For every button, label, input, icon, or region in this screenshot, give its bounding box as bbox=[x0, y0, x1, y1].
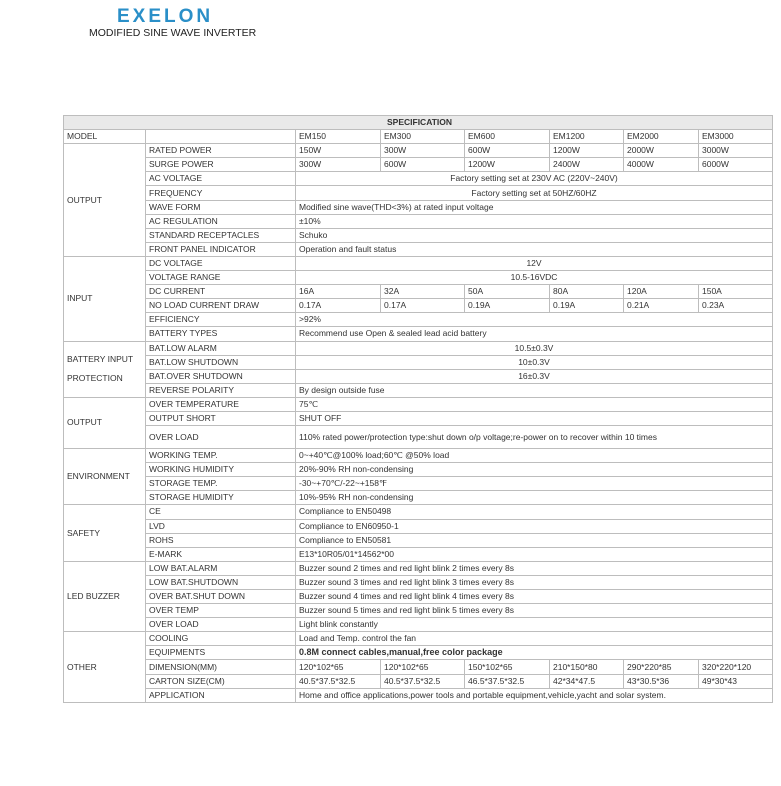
row-label: DC VOLTAGE bbox=[146, 256, 296, 270]
value-cell: Light blink constantly bbox=[296, 618, 773, 632]
value-cell: Recommend use Open & sealed lead acid battery bbox=[296, 327, 773, 341]
value-cell: 40.5*37.5*32.5 bbox=[296, 674, 381, 688]
model-label: MODEL bbox=[64, 130, 146, 144]
value-cell: Factory setting set at 50HZ/60HZ bbox=[296, 186, 773, 200]
table-row bbox=[64, 449, 773, 463]
row-label: SURGE POWER bbox=[146, 158, 296, 172]
table-row bbox=[64, 271, 773, 285]
row-label: STORAGE HUMIDITY bbox=[146, 491, 296, 505]
value-cell: 1200W bbox=[550, 144, 624, 158]
row-label: VOLTAGE RANGE bbox=[146, 271, 296, 285]
value-cell: 10±0.3V bbox=[296, 355, 773, 369]
value-cell: 0.17A bbox=[381, 299, 465, 313]
table-row bbox=[64, 575, 773, 589]
value-cell: 1200W bbox=[465, 158, 550, 172]
value-cell: 320*220*120 bbox=[699, 660, 773, 674]
value-cell: 20%-90% RH non-condensing bbox=[296, 463, 773, 477]
value-cell: 0.19A bbox=[465, 299, 550, 313]
row-label: OVER BAT.SHUT DOWN bbox=[146, 590, 296, 604]
table-row bbox=[64, 477, 773, 491]
table-row bbox=[64, 158, 773, 172]
table-row bbox=[64, 186, 773, 200]
value-cell: 120*102*65 bbox=[381, 660, 465, 674]
table-row bbox=[64, 214, 773, 228]
value-cell: 12V bbox=[296, 256, 773, 270]
table-row bbox=[64, 674, 773, 688]
table-row bbox=[64, 369, 773, 383]
value-cell: 10.5±0.3V bbox=[296, 341, 773, 355]
group-label-battery-protection bbox=[64, 341, 146, 397]
model-cell: EM150 bbox=[296, 130, 381, 144]
row-label: WAVE FORM bbox=[146, 200, 296, 214]
value-cell: Home and office applications,power tools and portable equipment,vehicle,yacht and solar system. bbox=[296, 688, 773, 702]
table-row bbox=[64, 144, 773, 158]
value-cell: 4000W bbox=[624, 158, 699, 172]
value-cell: 0.23A bbox=[699, 299, 773, 313]
group-label-environment: ENVIRONMENT bbox=[64, 449, 146, 505]
group-label-led-buzzer: LED BUZZER bbox=[64, 561, 146, 631]
row-label: BATTERY TYPES bbox=[146, 327, 296, 341]
value-cell: 0.17A bbox=[296, 299, 381, 313]
table-row bbox=[64, 355, 773, 369]
value-cell: 10%-95% RH non-condensing bbox=[296, 491, 773, 505]
row-label: LVD bbox=[146, 519, 296, 533]
brand-logo: EXELON bbox=[117, 6, 214, 27]
row-label: BAT.LOW ALARM bbox=[146, 341, 296, 355]
row-label: WORKING TEMP. bbox=[146, 449, 296, 463]
table-row bbox=[64, 383, 773, 397]
value-cell: 0.21A bbox=[624, 299, 699, 313]
value-cell: 210*150*80 bbox=[550, 660, 624, 674]
row-label: CARTON SIZE(CM) bbox=[146, 674, 296, 688]
table-row bbox=[64, 130, 773, 144]
row-label: E-MARK bbox=[146, 547, 296, 561]
specification-table bbox=[63, 115, 773, 703]
value-cell: 0.8M connect cables,manual,free color package bbox=[296, 646, 773, 660]
row-label: DIMENSION(MM) bbox=[146, 660, 296, 674]
table-row bbox=[64, 547, 773, 561]
row-label: COOLING bbox=[146, 632, 296, 646]
group-label-input: INPUT bbox=[64, 256, 146, 341]
value-cell: 16±0.3V bbox=[296, 369, 773, 383]
model-cell: EM2000 bbox=[624, 130, 699, 144]
value-cell: 150W bbox=[296, 144, 381, 158]
product-subtitle: MODIFIED SINE WAVE INVERTER bbox=[89, 27, 257, 39]
table-title: SPECIFICATION bbox=[64, 116, 773, 130]
table-row bbox=[64, 646, 773, 660]
group-label-output-protection: OUTPUT bbox=[64, 397, 146, 448]
row-label: NO LOAD CURRENT DRAW bbox=[146, 299, 296, 313]
row-label: EQUIPMENTS bbox=[146, 646, 296, 660]
table-row bbox=[64, 491, 773, 505]
row-label: CE bbox=[146, 505, 296, 519]
table-row bbox=[64, 411, 773, 425]
value-cell: ±10% bbox=[296, 214, 773, 228]
row-label: OVER LOAD bbox=[146, 618, 296, 632]
row-label: FRONT PANEL INDICATOR bbox=[146, 242, 296, 256]
value-cell: 16A bbox=[296, 285, 381, 299]
row-label: STANDARD RECEPTACLES bbox=[146, 228, 296, 242]
table-row bbox=[64, 604, 773, 618]
group-label-other: OTHER bbox=[64, 632, 146, 702]
value-cell: 290*220*85 bbox=[624, 660, 699, 674]
value-cell: 300W bbox=[381, 144, 465, 158]
value-cell: 80A bbox=[550, 285, 624, 299]
group-label-safety: SAFETY bbox=[64, 505, 146, 561]
value-cell: 6000W bbox=[699, 158, 773, 172]
group-label-line: BATTERY INPUT bbox=[67, 354, 134, 365]
row-label: OVER TEMP bbox=[146, 604, 296, 618]
row-label: EFFICIENCY bbox=[146, 313, 296, 327]
value-cell: Schuko bbox=[296, 228, 773, 242]
empty-cell bbox=[146, 130, 296, 144]
value-cell: Compliance to EN50581 bbox=[296, 533, 773, 547]
row-label: OUTPUT SHORT bbox=[146, 411, 296, 425]
table-row bbox=[64, 618, 773, 632]
group-label-output: OUTPUT bbox=[64, 144, 146, 257]
value-cell: 32A bbox=[381, 285, 465, 299]
table-row bbox=[64, 632, 773, 646]
row-label: REVERSE POLARITY bbox=[146, 383, 296, 397]
value-cell: Factory setting set at 230V AC (220V~240V) bbox=[296, 172, 773, 186]
row-label: RATED POWER bbox=[146, 144, 296, 158]
value-cell: 150A bbox=[699, 285, 773, 299]
model-cell: EM1200 bbox=[550, 130, 624, 144]
value-cell: 42*34*47.5 bbox=[550, 674, 624, 688]
value-cell: 110% rated power/protection type:shut down o/p voltage;re-power on to recover within 10 times bbox=[296, 426, 773, 449]
value-cell: 600W bbox=[465, 144, 550, 158]
table-row bbox=[64, 313, 773, 327]
table-row bbox=[64, 242, 773, 256]
value-cell: 300W bbox=[296, 158, 381, 172]
value-cell: Operation and fault status bbox=[296, 242, 773, 256]
row-label: LOW BAT.SHUTDOWN bbox=[146, 575, 296, 589]
table-row bbox=[64, 463, 773, 477]
value-cell: SHUT OFF bbox=[296, 411, 773, 425]
table-title-row bbox=[64, 116, 773, 130]
table-row bbox=[64, 299, 773, 313]
row-label: APPLICATION bbox=[146, 688, 296, 702]
row-label: OVER LOAD bbox=[146, 426, 296, 449]
table-row bbox=[64, 327, 773, 341]
table-row bbox=[64, 533, 773, 547]
value-cell: 10.5-16VDC bbox=[296, 271, 773, 285]
table-row bbox=[64, 426, 773, 449]
model-cell: EM300 bbox=[381, 130, 465, 144]
row-label: AC VOLTAGE bbox=[146, 172, 296, 186]
value-cell: 43*30.5*36 bbox=[624, 674, 699, 688]
row-label: LOW BAT.ALARM bbox=[146, 561, 296, 575]
table-row bbox=[64, 172, 773, 186]
value-cell: Buzzer sound 4 times and red light blink 4 times every 8s bbox=[296, 590, 773, 604]
row-label: BAT.OVER SHUTDOWN bbox=[146, 369, 296, 383]
table-row bbox=[64, 256, 773, 270]
value-cell: E13*10R05/01*14562*00 bbox=[296, 547, 773, 561]
row-label: DC CURRENT bbox=[146, 285, 296, 299]
group-label-line: PROTECTION bbox=[67, 373, 123, 384]
value-cell: 3000W bbox=[699, 144, 773, 158]
table-row bbox=[64, 285, 773, 299]
value-cell: 40.5*37.5*32.5 bbox=[381, 674, 465, 688]
table-row bbox=[64, 228, 773, 242]
value-cell: -30~+70℃/-22~+158℉ bbox=[296, 477, 773, 491]
value-cell: 150*102*65 bbox=[465, 660, 550, 674]
table-row bbox=[64, 505, 773, 519]
value-cell: 2400W bbox=[550, 158, 624, 172]
value-cell: 120A bbox=[624, 285, 699, 299]
table-row bbox=[64, 397, 773, 411]
model-cell: EM600 bbox=[465, 130, 550, 144]
value-cell: 2000W bbox=[624, 144, 699, 158]
value-cell: By design outside fuse bbox=[296, 383, 773, 397]
value-cell: 600W bbox=[381, 158, 465, 172]
table-row bbox=[64, 341, 773, 355]
table-row bbox=[64, 561, 773, 575]
value-cell: Compliance to EN60950-1 bbox=[296, 519, 773, 533]
row-label: STORAGE TEMP. bbox=[146, 477, 296, 491]
value-cell: 46.5*37.5*32.5 bbox=[465, 674, 550, 688]
row-label: FREQUENCY bbox=[146, 186, 296, 200]
model-cell: EM3000 bbox=[699, 130, 773, 144]
table-row bbox=[64, 660, 773, 674]
value-cell: Buzzer sound 2 times and red light blink 2 times every 8s bbox=[296, 561, 773, 575]
value-cell: Compliance to EN50498 bbox=[296, 505, 773, 519]
value-cell: Buzzer sound 5 times and red light blink 5 times every 8s bbox=[296, 604, 773, 618]
table-row bbox=[64, 688, 773, 702]
table-row bbox=[64, 590, 773, 604]
table-row bbox=[64, 519, 773, 533]
value-cell: 120*102*65 bbox=[296, 660, 381, 674]
value-cell: 0.19A bbox=[550, 299, 624, 313]
value-cell: 50A bbox=[465, 285, 550, 299]
value-cell: Buzzer sound 3 times and red light blink 3 times every 8s bbox=[296, 575, 773, 589]
value-cell: >92% bbox=[296, 313, 773, 327]
row-label: BAT.LOW SHUTDOWN bbox=[146, 355, 296, 369]
value-cell: Modified sine wave(THD<3%) at rated input voltage bbox=[296, 200, 773, 214]
row-label: ROHS bbox=[146, 533, 296, 547]
value-cell: 49*30*43 bbox=[699, 674, 773, 688]
row-label: OVER TEMPERATURE bbox=[146, 397, 296, 411]
table-row bbox=[64, 200, 773, 214]
value-cell: Load and Temp. control the fan bbox=[296, 632, 773, 646]
row-label: AC REGULATION bbox=[146, 214, 296, 228]
value-cell: 75℃ bbox=[296, 397, 773, 411]
row-label: WORKING HUMIDITY bbox=[146, 463, 296, 477]
value-cell: 0~+40℃@100% load;60℃ @50% load bbox=[296, 449, 773, 463]
